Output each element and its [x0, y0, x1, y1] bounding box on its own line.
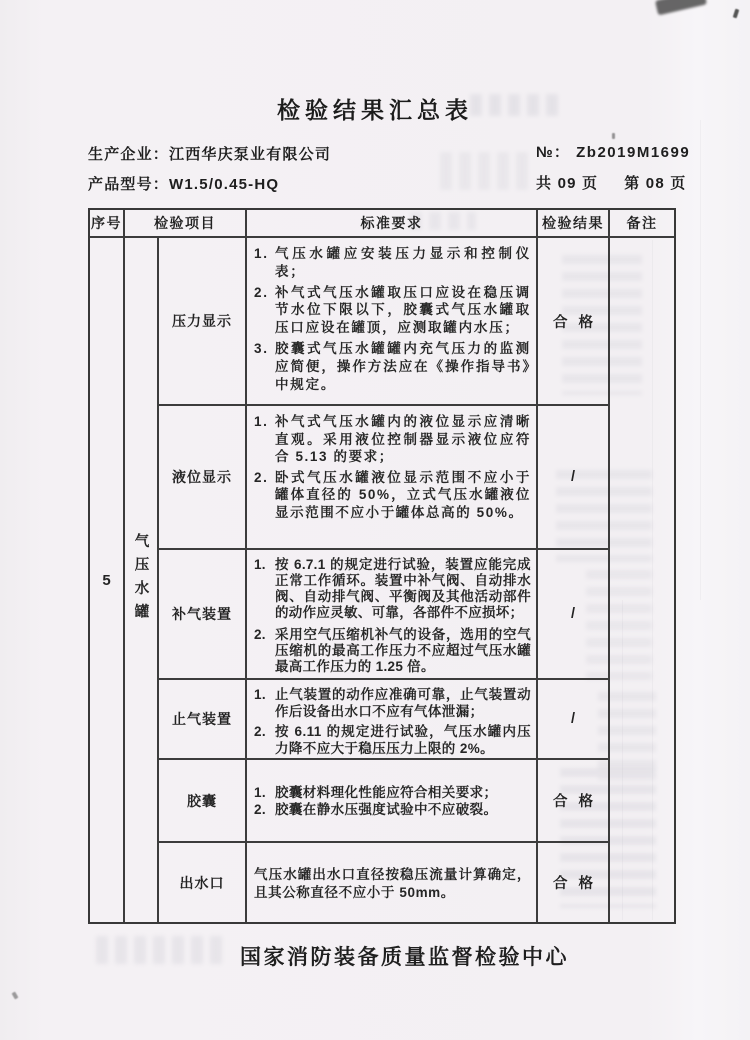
- manufacturer-label: 生产企业：: [88, 146, 170, 163]
- requirements-cell: [247, 843, 538, 922]
- header-remark: 备注: [610, 210, 674, 238]
- requirement-text: 胶囊式气压水罐罐内充气压力的监测应简便，操作方法应在《操作指导书》中规定。: [275, 341, 531, 392]
- requirements-cell: [247, 238, 538, 406]
- result-value: /: [570, 711, 576, 727]
- requirement-number: 1.: [254, 414, 269, 429]
- pages-total: 共 09 页: [536, 175, 599, 192]
- requirement: [254, 802, 531, 819]
- seq-number-cell: 5: [90, 238, 125, 922]
- scan-corner-artifact: [655, 0, 707, 15]
- result-value: 合格: [553, 794, 604, 810]
- report-number-value: Zb2019M1699: [576, 144, 691, 161]
- requirement-number: 1.: [254, 785, 267, 801]
- header-item: 检验项目: [125, 210, 247, 238]
- result-value: /: [570, 469, 576, 485]
- requirement-text: 卧式气压水罐液位显示范围不应小于罐体直径的 50%，立式气压水罐液位显示范围不应小于罐体总高的 50%。: [275, 469, 531, 520]
- requirement: [254, 245, 531, 281]
- item-label: 止气装置: [159, 680, 247, 760]
- header-standard: 标准要求: [247, 210, 538, 238]
- requirements-cell: [247, 406, 538, 550]
- requirement: [254, 687, 531, 721]
- model-value: W1.5/0.45-HQ: [169, 176, 280, 193]
- requirement-text: 补气式气压水罐内的液位显示应清晰直观。采用液位控制器显示液位应符合 5.13 的要求；: [275, 414, 531, 465]
- scan-speck: [733, 9, 740, 19]
- result-cell: [538, 843, 610, 922]
- requirement-text: 按 6.11 的规定进行试验，气压水罐内压力降不应大于稳压压力上限的 2%。: [275, 723, 531, 756]
- requirement: [254, 785, 531, 802]
- result-cell: [538, 238, 610, 406]
- model-label: 产品型号：: [88, 176, 170, 193]
- bleedthrough-line: [700, 120, 701, 600]
- requirement-number: 2.: [254, 626, 266, 642]
- result-cell: [538, 760, 610, 843]
- requirement-text: 补气式气压水罐取压口应设在稳压调节水位下限以下，胶囊式气压水罐取压口应设在罐顶，应测取罐内水压；: [275, 284, 531, 336]
- requirement-number: 2.: [254, 802, 267, 817]
- manufacturer-value: 江西华庆泵业有限公司: [169, 146, 332, 163]
- requirement-number: 2.: [254, 284, 269, 300]
- requirements-cell: [247, 550, 538, 680]
- requirement: [254, 627, 531, 675]
- requirement: [254, 284, 531, 337]
- issuing-center-footer: 国家消防装备质量监督检验中心: [240, 946, 569, 969]
- manufacturer-line: [88, 143, 331, 164]
- requirement-number: 1.: [254, 687, 267, 702]
- requirement: [254, 724, 531, 758]
- item-label: 液位显示: [159, 406, 247, 550]
- report-number-label: №：: [536, 144, 571, 161]
- remark-cell: [610, 238, 674, 922]
- result-cell: [538, 680, 610, 760]
- result-value: /: [570, 606, 576, 622]
- requirement-text: 胶囊在静水压强度试验中不应破裂。: [275, 802, 498, 817]
- pagination-line: [536, 172, 686, 193]
- requirement-text: 采用空气压缩机补气的设备，选用的空气压缩机的最高工作压力不应超过气压水罐最高工作压力的 1.25 倍。: [275, 626, 531, 674]
- requirement: [254, 413, 531, 466]
- item-label: 补气装置: [159, 550, 247, 680]
- item-label: 胶囊: [159, 760, 247, 843]
- requirement-text: 按 6.7.1 的规定进行试验，装置应能完成正常工作循环。装置中补气阀、自动排水阀、自动排气阀、平衡阀及其他活动部件的动作应灵敏、可靠，各部件不应损坏；: [275, 557, 531, 620]
- bleedthrough-smudge: [440, 152, 528, 190]
- result-value: 合格: [553, 876, 604, 892]
- category-vertical-label: 气压水罐: [132, 533, 149, 627]
- page-current: 第 08 页: [624, 175, 687, 192]
- category-cell: [125, 238, 159, 922]
- bleedthrough-smudge: [470, 94, 565, 116]
- requirement: [254, 557, 531, 621]
- header-seq: 序号: [90, 210, 125, 238]
- requirement-number: 2.: [254, 723, 267, 739]
- header-result: 检验结果: [538, 210, 610, 238]
- bleedthrough-smudge: [96, 936, 228, 964]
- requirements-cell: [247, 680, 538, 760]
- requirement: [254, 340, 531, 393]
- requirement-text: 气压水罐出水口直径按稳压流量计算确定，且其公称直径不应小于 50mm。: [254, 867, 531, 900]
- result-value: 合格: [553, 314, 604, 331]
- requirements-cell: [247, 760, 538, 843]
- inspection-results-table: [88, 208, 676, 924]
- result-cell: [538, 406, 610, 550]
- item-label: 出水口: [159, 843, 247, 922]
- scan-speck: [12, 991, 19, 999]
- requirement-number: 1.: [254, 557, 266, 572]
- report-number-line: [536, 141, 690, 162]
- model-line: [88, 173, 279, 194]
- page-title: 检验结果汇总表: [277, 97, 473, 123]
- item-label: 压力显示: [159, 238, 247, 406]
- requirement: [254, 469, 531, 522]
- requirement-number: 3.: [254, 341, 269, 357]
- requirement-text: 止气装置的动作应准确可靠，止气装置动作后设备出水口不应有气体泄漏；: [275, 687, 531, 719]
- requirement-text: 气压水罐应安装压力显示和控制仪表；: [275, 246, 531, 279]
- result-cell: [538, 550, 610, 680]
- scan-speck: [612, 133, 615, 139]
- requirement-number: 1.: [254, 246, 269, 261]
- requirement-number: 2.: [254, 469, 269, 485]
- requirement-text: 胶囊材料理化性能应符合相关要求；: [275, 785, 498, 801]
